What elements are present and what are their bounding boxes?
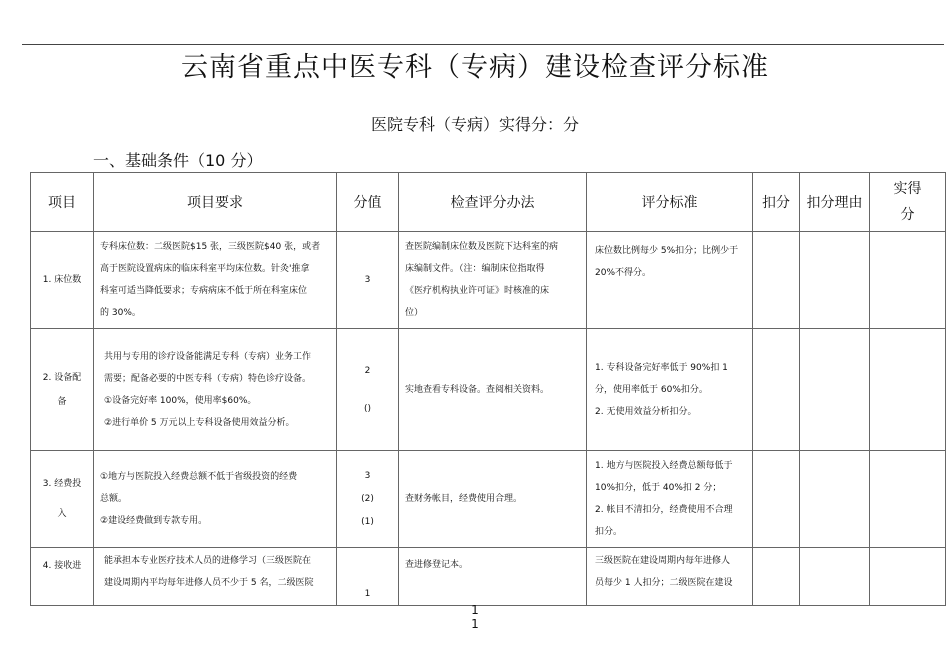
row-deduction-reason — [800, 329, 870, 451]
row-score — [337, 451, 399, 548]
row-method — [399, 548, 587, 606]
text-line: 三级医院在建设周期内每年进修人 — [595, 556, 731, 566]
row-standard — [587, 232, 753, 329]
text-line: 高于医院设置病床的临床科室平均床位数。针灸'推拿 — [100, 264, 310, 274]
row-standard — [587, 548, 753, 606]
table-row — [31, 451, 946, 548]
scoring-table — [30, 172, 946, 606]
text-line: 员每少 1 人扣分；二级医院在建设 — [595, 578, 733, 588]
text-line: 总额。 — [100, 494, 128, 504]
row-requirement — [94, 329, 337, 451]
row-score — [337, 232, 399, 329]
row-method — [399, 232, 587, 329]
section-heading: 一、基础条件（10 分） — [93, 151, 263, 170]
row-deduction — [753, 451, 800, 548]
table-header-row — [31, 173, 946, 232]
row-deduction — [753, 232, 800, 329]
text-line: 专科床位数：二级医院$15 张，三级医院$40 张，或者 — [100, 242, 321, 252]
text-line: 《医疗机构执业许可证》时核准的床 — [405, 286, 550, 296]
row-item — [31, 451, 94, 548]
row-deduction-reason — [800, 451, 870, 548]
text-line: 床编制文件。（注：编制床位指取得 — [405, 264, 545, 274]
text-line: 床位数比例每少 5%扣分；比例少于 — [595, 246, 739, 256]
text-line: 2 — [364, 365, 371, 376]
text-line: 3 — [364, 470, 371, 481]
text-line: 1 — [364, 589, 371, 599]
text-line: 扣分。 — [595, 527, 623, 537]
text-line: () — [363, 403, 372, 414]
document-title: 云南省重点中医专科（专病）建设检查评分标准 — [181, 52, 769, 83]
header-deduction: 扣分 — [753, 173, 800, 232]
text-line: 10%扣分，低于 40%扣 2 分； — [595, 483, 722, 493]
row-deduction-reason — [800, 232, 870, 329]
text-line: 科室可适当降低要求；专病病床不低于所在科室床位 — [100, 286, 308, 296]
document-subtitle: 医院专科（专病）实得分：分 — [370, 115, 579, 134]
text-line: 2. 帐目不清扣分，经费使用不合理 — [595, 505, 733, 515]
text-line: 1. 地方与医院投入经费总额每低于 — [595, 461, 733, 471]
header-deduction-reason: 扣分理由 — [800, 173, 870, 232]
row-score — [337, 329, 399, 451]
row-item-line: 4. 接收进 — [42, 561, 82, 571]
row-actual-score — [870, 329, 946, 451]
header-score: 分值 — [337, 173, 399, 232]
row-actual-score — [870, 451, 946, 548]
text-line: 实地查看专科设备。查阅相关资料。 — [405, 384, 550, 395]
row-deduction — [753, 548, 800, 606]
row-item — [31, 329, 94, 451]
text-line: 查医院编制床位数及医院下达科室的病 — [405, 242, 559, 252]
text-line: (2) — [361, 493, 374, 504]
header-method: 检查评分办法 — [399, 173, 587, 232]
text-line: ②进行单价 5 万元以上专科设备使用效益分析。 — [104, 417, 295, 428]
row-actual-score — [870, 548, 946, 606]
row-item-line: 备 — [57, 396, 67, 407]
text-line: ①设备完好率 100%，使用率$60%。 — [104, 395, 257, 406]
text-line: (1) — [361, 516, 374, 527]
page-number: 1 — [471, 603, 479, 617]
row-standard — [587, 329, 753, 451]
page-number-repeat: 1 — [471, 617, 479, 631]
header-requirement: 项目要求 — [94, 173, 337, 232]
text-line: 3 — [364, 275, 371, 285]
row-deduction-reason — [800, 548, 870, 606]
table-row — [31, 329, 946, 451]
text-line: 2. 无使用效益分析扣分。 — [595, 406, 697, 417]
row-item-line: 1. 床位数 — [42, 275, 82, 285]
header-item: 项目 — [31, 173, 94, 232]
row-item-line: 入 — [57, 509, 67, 519]
text-line: 分，使用率低于 60%扣分。 — [595, 384, 708, 395]
text-line: 查进修登记本。 — [405, 560, 469, 570]
text-line: 的 30%。 — [100, 308, 141, 318]
text-line: ①地方与医院投入经费总额不低于省级投资的经费 — [100, 472, 298, 482]
row-method — [399, 451, 587, 548]
row-requirement — [94, 232, 337, 329]
row-standard — [587, 451, 753, 548]
text-line: 共用与专用的诊疗设备能满足专科（专病）业务工作 — [104, 351, 312, 362]
header-actual-score — [870, 173, 946, 232]
row-actual-score — [870, 232, 946, 329]
text-line: 20%不得分。 — [595, 268, 652, 278]
row-method — [399, 329, 587, 451]
text-line: 1. 专科设备完好率低于 90%扣 1 — [595, 362, 728, 373]
row-item-line: 3. 经费投 — [42, 479, 82, 489]
text-line: 建设周期内平均每年进修人员不少于 5 名，二级医院 — [104, 578, 314, 588]
header-actual-line2: 分 — [900, 207, 915, 223]
text-line: ②建设经费做到专款专用。 — [100, 516, 208, 526]
text-line: 查财务帐目，经费使用合理。 — [405, 494, 523, 504]
header-actual-line1: 实得 — [893, 181, 922, 197]
row-item-line: 2. 设备配 — [42, 372, 82, 383]
table-row — [31, 232, 946, 329]
text-line: 位） — [405, 308, 424, 318]
row-score — [337, 548, 399, 606]
table-row — [31, 548, 946, 606]
text-line: 需要；配备必要的中医专科（专病）特色诊疗设备。 — [104, 373, 312, 384]
row-requirement — [94, 451, 337, 548]
row-item — [31, 548, 94, 606]
row-item — [31, 232, 94, 329]
row-requirement — [94, 548, 337, 606]
text-line: 能承担本专业医疗技术人员的进修学习（三级医院在 — [104, 556, 312, 566]
header-standard: 评分标准 — [587, 173, 753, 232]
row-deduction — [753, 329, 800, 451]
